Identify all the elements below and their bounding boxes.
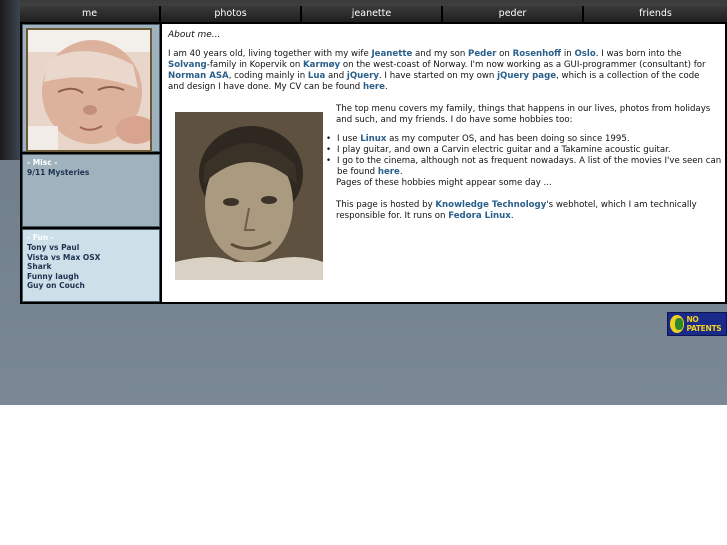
hobbies-note: Pages of these hobbies might appear some day ... bbox=[336, 178, 552, 188]
portrait-photo bbox=[175, 112, 323, 280]
link-solvang[interactable]: Solvang bbox=[168, 60, 207, 70]
globe-icon bbox=[670, 315, 684, 333]
misc-link-911[interactable]: 9/11 Mysteries bbox=[27, 168, 90, 177]
no-patents-badge[interactable] bbox=[667, 312, 727, 336]
fun-panel bbox=[22, 229, 160, 302]
link-peder[interactable]: Peder bbox=[468, 49, 497, 59]
top-menu bbox=[20, 6, 727, 22]
page-left-shade bbox=[0, 0, 20, 160]
baby-photo-panel bbox=[22, 24, 160, 152]
link-jquery-page[interactable]: jQuery page bbox=[497, 71, 557, 81]
menu-description: The top menu covers my family, things that happens in our lives, photos from holidays and such, and my friends. I do have some hobbies too: bbox=[336, 104, 711, 125]
link-fedora-linux[interactable]: Fedora Linux bbox=[448, 211, 511, 221]
page-title: About me... bbox=[168, 30, 221, 40]
link-karmoy[interactable]: Karmøy bbox=[303, 60, 341, 70]
fun-link-vista-vs-osx[interactable]: Vista vs Max OSX bbox=[27, 252, 101, 262]
tab-jeanette[interactable]: jeanette bbox=[302, 6, 443, 22]
about-text bbox=[336, 104, 722, 222]
no-patents-text: NO PATENTS bbox=[686, 315, 722, 333]
portrait-image bbox=[175, 112, 323, 280]
sidebar bbox=[22, 24, 160, 302]
tab-me[interactable]: me bbox=[20, 6, 161, 22]
link-jeanette[interactable]: Jeanette bbox=[371, 49, 413, 59]
baby-photo-image bbox=[28, 30, 150, 150]
link-norman-asa[interactable]: Norman ASA bbox=[168, 71, 229, 81]
hobby-linux: • I use Linux as my computer OS, and has been doing so since 1995. bbox=[336, 134, 722, 145]
fun-title: - Fun - bbox=[27, 233, 54, 242]
hosting-paragraph: This page is hosted by Knowledge Technology's webhotel, which I am technically responsible for. It runs on Fedora Linux. bbox=[336, 200, 697, 221]
hobby-cinema: • I go to the cinema, although not as frequent nowadays. A list of the movies I've seen can be found here. bbox=[336, 156, 722, 178]
link-rosenhoff[interactable]: Rosenhoff bbox=[512, 49, 562, 59]
fun-link-shark[interactable]: Shark bbox=[27, 262, 52, 271]
fun-link-tony-vs-paul[interactable]: Tony vs Paul bbox=[27, 243, 80, 252]
fun-link-funny-laugh[interactable]: Funny laugh bbox=[27, 271, 79, 281]
fun-link-guy-on-couch[interactable]: Guy on Couch bbox=[27, 281, 85, 290]
link-oslo[interactable]: Oslo bbox=[574, 49, 596, 59]
hobbies-list bbox=[326, 134, 722, 178]
link-lua[interactable]: Lua bbox=[307, 71, 326, 81]
link-linux[interactable]: Linux bbox=[360, 134, 387, 144]
misc-panel bbox=[22, 154, 160, 227]
link-cv[interactable]: here bbox=[362, 82, 385, 92]
tab-friends[interactable]: friends bbox=[584, 6, 727, 22]
tab-peder[interactable]: peder bbox=[443, 6, 584, 22]
link-movies[interactable]: here bbox=[377, 167, 400, 177]
tab-photos[interactable]: photos bbox=[161, 6, 302, 22]
intro-paragraph: I am 40 years old, living together with my wife Jeanette and my son Peder on Rosenhoff in Oslo. I was born into the Solvang-family in Kopervik on Karmøy on the west-coast of Norway. I'm now working as a GUI-programmer (consultant) for Norman ASA, coding mainly in Lua and jQuery. I have started on my own jQuery page, which is a collection of the code and design I have done. My CV can be found here. bbox=[168, 49, 706, 92]
link-knowledge-technology[interactable]: Knowledge Technology bbox=[435, 200, 547, 210]
baby-photo bbox=[26, 28, 152, 152]
misc-title: - Misc - bbox=[27, 158, 58, 167]
link-jquery[interactable]: jQuery bbox=[346, 71, 379, 81]
hobby-guitar: • I play guitar, and own a Carvin electric guitar and a Takamine acoustic guitar. bbox=[336, 145, 722, 156]
main-content bbox=[162, 24, 725, 302]
